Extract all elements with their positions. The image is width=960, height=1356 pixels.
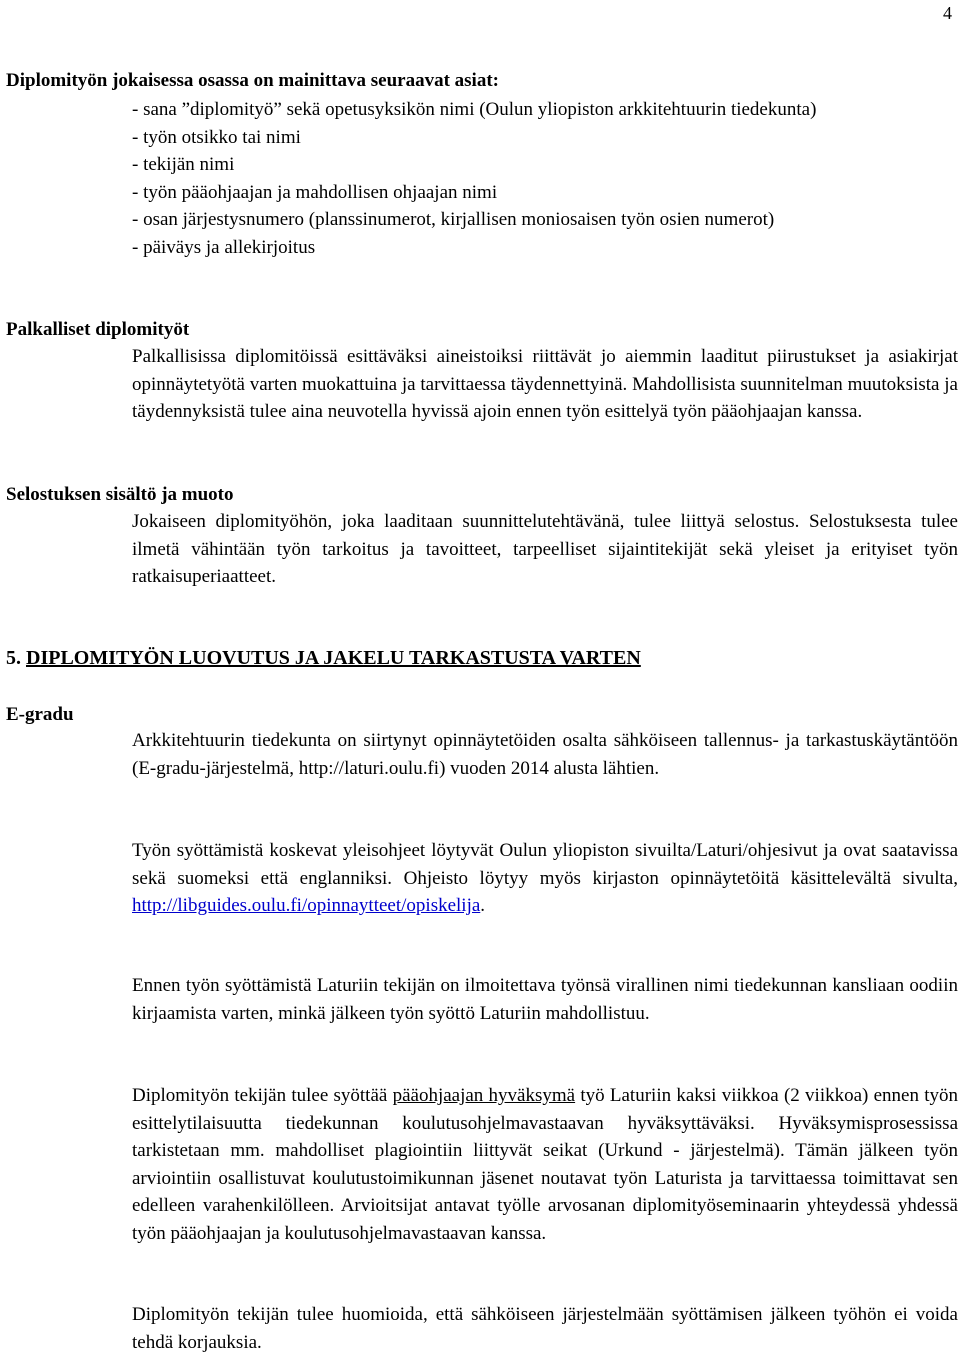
list-item: - päiväys ja allekirjoitus (132, 236, 316, 258)
egradu-paragraph-2 (132, 837, 958, 920)
list-item: - työn pääohjaajan ja mahdollisen ohjaajan nimi (132, 181, 498, 203)
libguides-link[interactable]: http://libguides.oulu.fi/opinnaytteet/opiskelija (132, 895, 481, 916)
underlined-text: pääohjaajan hyväksymä (392, 1085, 576, 1106)
paragraph-text-rest: työ Laturiin kaksi viikkoa (2 viikkoa) ennen työn esittelytilaisuutta tiedekunnan koulutusohjelmavastaavan hyväksyttäväksi. Hyväksymisprosessissa tarkistetaan mm. mahdolliset plagiointiin liittyvät seikat (Urkund - järjestelmä). Tämän jälkeen työn arviointiin osallistuvat koulutustoimikunnan jäsenet noutavat työn Laturista ja tarvittaessa toimittavat sen edelleen varahenkilölleen. Arvioitsijat antavat työlle arvosanan diplomityöseminaarin yhteydessä yhdessä työn pääohjaajan ja koulutusohjelmavastaavan kanssa. (132, 1085, 959, 1244)
selostus-heading: Selostuksen sisältö ja muoto (6, 484, 234, 505)
egradu-paragraph-3: Ennen työn syöttämistä Laturiin tekijän on ilmoitettava työnsä virallinen nimi tiedekunnan kansliaan oodiin kirjaamista varten, minkä jälkeen työn syöttö Laturiin mahdollistuu. (132, 975, 958, 1024)
egradu-paragraph-1: Arkkitehtuurin tiedekunta on siirtynyt opinnäytetöiden osalta sähköiseen tallennus- ja tarkastuskäytäntöön (E-gradu-järjestelmä, http://laturi.oulu.fi) vuoden 2014 alusta lähtien. (132, 730, 958, 779)
paragraph-text: Diplomityön tekijän tulee syöttää (132, 1085, 393, 1106)
palkalliset-paragraph: Palkallisissa diplomitöissä esittäväksi aineistoiksi riittävät jo aiemmin laaditut piirustukset ja asiakirjat opinnäytetyötä varten muokattuina ja tarvittaessa täydennettyinä. Mahdollisista suunnitelman muutoksista ja täydennyksistä tulee aina neuvotella hyvissä ajoin ennen työn esittelyä työn pääohjaajan kanssa. (132, 346, 958, 422)
required-items-list (132, 96, 958, 261)
list-item: - sana ”diplomityö” sekä opetusyksikön nimi (Oulun yliopiston arkkitehtuurin tiedekunta) (132, 99, 817, 120)
intro-heading: Diplomityön jokaisessa osassa on mainittava seuraavat asiat: (6, 70, 499, 91)
section-title: DIPLOMITYÖN LUOVUTUS JA JAKELU TARKASTUSTA VARTEN (26, 647, 641, 669)
section-number: 5. (6, 647, 21, 669)
list-item: - osan järjestysnumero (planssinumerot, kirjallisen moniosaisen työn osien numerot) (132, 209, 775, 230)
page-number: 4 (943, 3, 952, 23)
selostus-paragraph: Jokaiseen diplomityöhön, joka laaditaan suunnittelutehtävänä, tulee liittyä selostus. Selostuksesta tulee ilmetä vähintään työn tarkoitus ja tavoitteet, tarpeelliset sijaintitekijät sekä yleiset ja erityiset työn ratkaisuperiaatteet. (132, 511, 958, 587)
egradu-paragraph-5: Diplomityön tekijän tulee huomioida, että sähköiseen järjestelmään syöttämisen jälkeen työhön ei voida tehdä korjauksia. (132, 1304, 958, 1353)
palkalliset-heading: Palkalliset diplomityöt (6, 319, 190, 340)
paragraph-text-end: . (480, 895, 486, 916)
egradu-heading: E-gradu (6, 704, 74, 725)
list-item: - tekijän nimi (132, 154, 235, 175)
list-item: - työn otsikko tai nimi (132, 126, 301, 148)
paragraph-text: Työn syöttämistä koskevat yleisohjeet löytyvät Oulun yliopiston sivuilta/Laturi/ohjesivut ja ovat saatavissa sekä suomeksi että englanniksi. Ohjeisto löytyy myös kirjaston opinnäytetöitä käsittelevältä sivulta, (132, 840, 958, 889)
egradu-paragraph-4 (132, 1082, 958, 1247)
section-5-heading (6, 645, 641, 673)
